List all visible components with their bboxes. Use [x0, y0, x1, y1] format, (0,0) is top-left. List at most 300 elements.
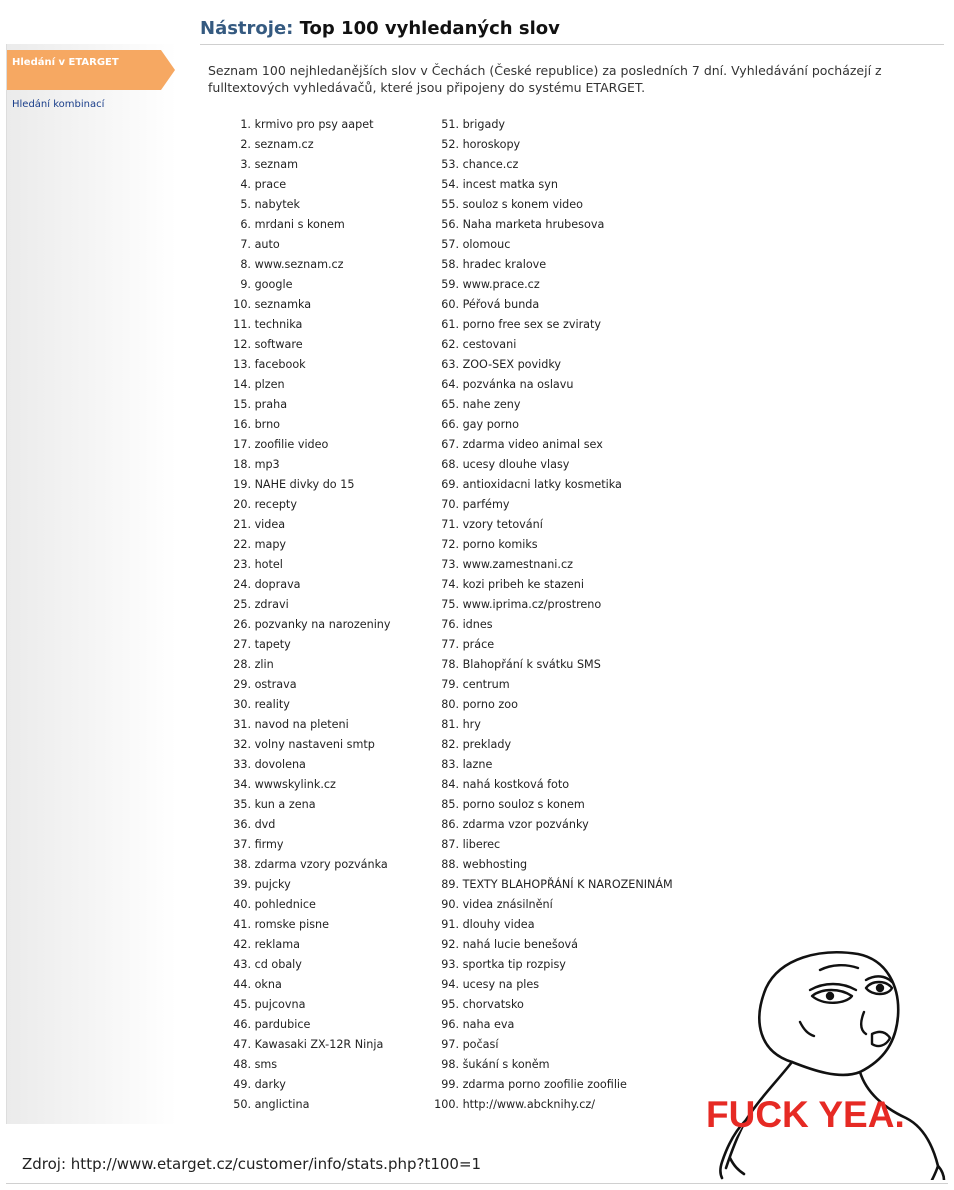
keyword-item [426, 595, 673, 615]
keyword-item [224, 635, 391, 655]
keyword-text: mp3 [254, 458, 280, 471]
keyword-rank: 38. [233, 858, 251, 871]
keyword-text: Kawasaki ZX-12R Ninja [254, 1038, 384, 1051]
keyword-text: lazne [462, 758, 493, 771]
keyword-item [224, 575, 391, 595]
keyword-item [224, 715, 391, 735]
keyword-text: tapety [254, 638, 291, 651]
keyword-rank: 89. [441, 878, 459, 891]
keyword-item [426, 955, 673, 975]
keyword-item [224, 555, 391, 575]
keyword-rank: 4. [240, 178, 251, 191]
keyword-item [224, 655, 391, 675]
keyword-rank: 29. [233, 678, 251, 691]
keyword-rank: 44. [233, 978, 251, 991]
keyword-text: TEXTY BLAHOPŘÁNÍ K NAROZENINÁM [462, 878, 673, 891]
keyword-rank: 1. [240, 118, 251, 131]
keyword-text: zdarma vzor pozvánky [462, 818, 589, 831]
keyword-rank: 65. [441, 398, 459, 411]
keyword-text: cd obaly [254, 958, 302, 971]
keyword-rank: 12. [233, 338, 251, 351]
keyword-item [426, 295, 673, 315]
keyword-item [224, 935, 391, 955]
keyword-item [426, 255, 673, 275]
keyword-item [224, 1035, 391, 1055]
keyword-rank: 2. [240, 138, 251, 151]
keyword-item [224, 335, 391, 355]
keyword-text: Péřová bunda [462, 298, 540, 311]
keyword-text: pozvanky na narozeniny [254, 618, 391, 631]
keyword-item [224, 135, 391, 155]
keyword-text: www.zamestnani.cz [462, 558, 573, 571]
keyword-rank: 82. [441, 738, 459, 751]
keyword-text: seznamka [254, 298, 312, 311]
keyword-item [426, 715, 673, 735]
keyword-item [426, 1095, 673, 1115]
keyword-rank: 52. [441, 138, 459, 151]
keyword-text: google [254, 278, 293, 291]
keyword-rank: 36. [233, 818, 251, 831]
keyword-text: doprava [254, 578, 301, 591]
keyword-text: horoskopy [462, 138, 521, 151]
keyword-rank: 47. [233, 1038, 251, 1051]
keyword-text: facebook [254, 358, 306, 371]
keyword-item [224, 595, 391, 615]
keyword-rank: 49. [233, 1078, 251, 1091]
keyword-rank: 23. [233, 558, 251, 571]
keyword-text: nahá kostková foto [462, 778, 570, 791]
keyword-text: olomouc [462, 238, 511, 251]
keyword-rank: 79. [441, 678, 459, 691]
keyword-rank: 5. [240, 198, 251, 211]
keyword-item [224, 115, 391, 135]
keyword-text: praha [254, 398, 288, 411]
intro-text: Seznam 100 nejhledanějších slov v Čechách (České republice) za posledních 7 dní. Vyhledávání pocházejí z fulltextových vyhledávačů, které jsou připojeny do systému ETARGET. [208, 63, 882, 95]
rage-face-drawing [700, 930, 954, 1180]
keyword-rank: 60. [441, 298, 459, 311]
bottom-divider [6, 1183, 948, 1184]
page-title-prefix: Nástroje: [200, 18, 294, 39]
keyword-text: ostrava [254, 678, 297, 691]
keyword-text: mrdani s konem [254, 218, 345, 231]
keyword-item [224, 775, 391, 795]
keyword-item [426, 315, 673, 335]
sidebar-item-hledani-kombinaci[interactable]: Hledání kombinací [12, 99, 105, 110]
keyword-rank: 20. [233, 498, 251, 511]
keyword-text: www.iprima.cz/prostreno [462, 598, 602, 611]
keyword-item [426, 1015, 673, 1035]
keyword-rank: 22. [233, 538, 251, 551]
keyword-text: nabytek [254, 198, 300, 211]
keyword-text: počasí [462, 1038, 499, 1051]
keyword-item [426, 855, 673, 875]
keyword-text: krmivo pro psy aapet [254, 118, 374, 131]
keyword-rank: 16. [233, 418, 251, 431]
keyword-item [426, 775, 673, 795]
keyword-item [426, 655, 673, 675]
keyword-rank: 6. [240, 218, 251, 231]
keyword-item [224, 455, 391, 475]
keyword-item [426, 395, 673, 415]
keyword-rank: 53. [441, 158, 459, 171]
keyword-item [224, 215, 391, 235]
keyword-rank: 92. [441, 938, 459, 951]
keyword-item [224, 615, 391, 635]
keyword-text: navod na pleteni [254, 718, 349, 731]
keyword-rank: 35. [233, 798, 251, 811]
keyword-rank: 34. [233, 778, 251, 791]
keyword-item [426, 175, 673, 195]
meme-image [700, 930, 954, 1180]
keyword-item [426, 895, 673, 915]
keyword-text: zdravi [254, 598, 289, 611]
keyword-text: vzory tetování [462, 518, 543, 531]
keyword-text: www.seznam.cz [254, 258, 344, 271]
keyword-item [426, 555, 673, 575]
keyword-item [426, 1055, 673, 1075]
keyword-text: chance.cz [462, 158, 519, 171]
keyword-rank: 84. [441, 778, 459, 791]
keyword-text: dovolena [254, 758, 306, 771]
keyword-rank: 50. [233, 1098, 251, 1111]
keyword-item [224, 855, 391, 875]
keyword-item [426, 375, 673, 395]
keyword-item [224, 695, 391, 715]
keyword-item [426, 275, 673, 295]
keyword-rank: 56. [441, 218, 459, 231]
keyword-rank: 13. [233, 358, 251, 371]
keyword-item [426, 235, 673, 255]
keyword-text: zdarma video animal sex [462, 438, 603, 451]
keyword-item [426, 195, 673, 215]
keyword-item [224, 255, 391, 275]
keyword-item [426, 115, 673, 135]
keyword-text: anglictina [254, 1098, 310, 1111]
keyword-rank: 51. [441, 118, 459, 131]
keyword-text: Naha marketa hrubesova [462, 218, 605, 231]
keyword-item [224, 915, 391, 935]
keyword-text: porno komiks [462, 538, 538, 551]
page-title-text: Top 100 vyhledaných slov [299, 18, 560, 39]
keyword-text: pohlednice [254, 898, 316, 911]
keyword-item [426, 515, 673, 535]
keyword-text: zoofilie video [254, 438, 329, 451]
keyword-item [224, 975, 391, 995]
keyword-item [224, 535, 391, 555]
keyword-item [224, 315, 391, 335]
keyword-rank: 19. [233, 478, 251, 491]
keyword-text: NAHE divky do 15 [254, 478, 355, 491]
keyword-rank: 27. [233, 638, 251, 651]
keyword-rank: 48. [233, 1058, 251, 1071]
keyword-rank: 28. [233, 658, 251, 671]
keyword-rank: 39. [233, 878, 251, 891]
keyword-rank: 59. [441, 278, 459, 291]
keyword-rank: 41. [233, 918, 251, 931]
keyword-text: hradec kralove [462, 258, 547, 271]
keyword-item [224, 515, 391, 535]
keyword-rank: 90. [441, 898, 459, 911]
keyword-item [224, 995, 391, 1015]
keyword-text: reality [254, 698, 290, 711]
keyword-rank: 18. [233, 458, 251, 471]
keyword-item [224, 1095, 391, 1115]
keyword-item [426, 155, 673, 175]
keyword-rank: 95. [441, 998, 459, 1011]
keyword-text: mapy [254, 538, 287, 551]
keyword-rank: 54. [441, 178, 459, 191]
keyword-item [426, 995, 673, 1015]
keyword-rank: 70. [441, 498, 459, 511]
keyword-item [426, 575, 673, 595]
keyword-item [224, 955, 391, 975]
keyword-text: kozi pribeh ke stazeni [462, 578, 585, 591]
keyword-item [224, 735, 391, 755]
keyword-text: firmy [254, 838, 284, 851]
keyword-text: technika [254, 318, 303, 331]
keyword-rank: 77. [441, 638, 459, 651]
keyword-text: práce [462, 638, 495, 651]
keyword-text: pujcky [254, 878, 291, 891]
keyword-text: ucesy dlouhe vlasy [462, 458, 570, 471]
keyword-rank: 32. [233, 738, 251, 751]
keyword-text: porno souloz s konem [462, 798, 585, 811]
keyword-item [426, 1035, 673, 1055]
keyword-text: software [254, 338, 303, 351]
keyword-rank: 71. [441, 518, 459, 531]
keyword-item [224, 415, 391, 435]
keyword-text: brigady [462, 118, 506, 131]
keyword-rank: 21. [233, 518, 251, 531]
keyword-text: webhosting [462, 858, 528, 871]
keyword-item [224, 195, 391, 215]
keyword-text: gay porno [462, 418, 519, 431]
sidebar-item-hledani-v-etarget[interactable] [7, 50, 161, 90]
keyword-text: hry [462, 718, 481, 731]
keyword-rank: 83. [441, 758, 459, 771]
keyword-rank: 30. [233, 698, 251, 711]
sidebar-item-label: Hledání v ETARGET [12, 57, 119, 68]
keyword-rank: 98. [441, 1058, 459, 1071]
keyword-text: seznam [254, 158, 298, 171]
keyword-item [426, 415, 673, 435]
keyword-text: parfémy [462, 498, 510, 511]
meme-caption: FUCK YEA. [706, 1094, 905, 1135]
keyword-text: pozvánka na oslavu [462, 378, 574, 391]
keyword-text: dvd [254, 818, 276, 831]
keyword-text: seznam.cz [254, 138, 314, 151]
keyword-text: prace [254, 178, 287, 191]
keyword-item [224, 435, 391, 455]
keyword-item [426, 135, 673, 155]
keyword-rank: 87. [441, 838, 459, 851]
keyword-rank: 33. [233, 758, 251, 771]
keyword-text: zlin [254, 658, 274, 671]
keyword-text: sportka tip rozpisy [462, 958, 566, 971]
keyword-rank: 37. [233, 838, 251, 851]
keyword-rank: 14. [233, 378, 251, 391]
keyword-rank: 97. [441, 1038, 459, 1051]
keyword-rank: 85. [441, 798, 459, 811]
keyword-rank: 93. [441, 958, 459, 971]
keyword-text: nahá lucie benešová [462, 938, 579, 951]
keyword-rank: 42. [233, 938, 251, 951]
keyword-text: porno free sex se zviraty [462, 318, 602, 331]
keyword-item [426, 735, 673, 755]
keyword-text: okna [254, 978, 282, 991]
keyword-rank: 31. [233, 718, 251, 731]
keyword-text: reklama [254, 938, 300, 951]
keyword-rank: 46. [233, 1018, 251, 1031]
keyword-rank: 43. [233, 958, 251, 971]
keyword-item [224, 755, 391, 775]
keyword-text: dlouhy videa [462, 918, 535, 931]
keyword-item [426, 355, 673, 375]
keyword-text: zdarma porno zoofilie zoofilie [462, 1078, 627, 1091]
keyword-item [224, 375, 391, 395]
keyword-rank: 99. [441, 1078, 459, 1091]
title-divider [200, 44, 944, 45]
keyword-text: plzen [254, 378, 285, 391]
keyword-text: nahe zeny [462, 398, 521, 411]
keyword-item [426, 835, 673, 855]
keyword-item [224, 355, 391, 375]
keyword-item [426, 535, 673, 555]
keyword-rank: 66. [441, 418, 459, 431]
keyword-item [426, 675, 673, 695]
keyword-item [224, 875, 391, 895]
keyword-item [426, 795, 673, 815]
keyword-text: pardubice [254, 1018, 311, 1031]
keyword-text: chorvatsko [462, 998, 524, 1011]
keyword-item [426, 915, 673, 935]
keyword-item [224, 175, 391, 195]
keyword-text: porno zoo [462, 698, 518, 711]
keyword-item [426, 815, 673, 835]
keyword-text: pujcovna [254, 998, 306, 1011]
keyword-text: auto [254, 238, 280, 251]
keyword-item [224, 495, 391, 515]
keyword-rank: 91. [441, 918, 459, 931]
keyword-list-51-100 [426, 115, 673, 1115]
keyword-item [224, 815, 391, 835]
keyword-text: naha eva [462, 1018, 515, 1031]
keyword-rank: 9. [240, 278, 251, 291]
keyword-list-1-50 [224, 115, 391, 1115]
keyword-rank: 67. [441, 438, 459, 451]
keyword-item [224, 895, 391, 915]
keyword-rank: 55. [441, 198, 459, 211]
keyword-text: darky [254, 1078, 286, 1091]
keyword-rank: 73. [441, 558, 459, 571]
keyword-text: www.prace.cz [462, 278, 540, 291]
keyword-text: volny nastaveni smtp [254, 738, 375, 751]
keyword-rank: 94. [441, 978, 459, 991]
keyword-rank: 63. [441, 358, 459, 371]
keyword-item [426, 875, 673, 895]
keyword-rank: 88. [441, 858, 459, 871]
source-caption: Zdroj: http://www.etarget.cz/customer/info/stats.php?t100=1 [22, 1155, 482, 1173]
keyword-text: hotel [254, 558, 283, 571]
keyword-rank: 86. [441, 818, 459, 831]
keyword-text: videa [254, 518, 286, 531]
keyword-item [426, 1075, 673, 1095]
keyword-item [224, 1075, 391, 1095]
keyword-rank: 100. [434, 1098, 459, 1111]
keyword-item [426, 495, 673, 515]
keyword-item [224, 675, 391, 695]
keyword-rank: 26. [233, 618, 251, 631]
keyword-text: ZOO-SEX povidky [462, 358, 562, 371]
keyword-text: idnes [462, 618, 493, 631]
keyword-item [426, 435, 673, 455]
keyword-text: videa znásilnění [462, 898, 553, 911]
keyword-rank: 61. [441, 318, 459, 331]
keyword-text: romske pisne [254, 918, 330, 931]
keyword-item [426, 475, 673, 495]
keyword-rank: 40. [233, 898, 251, 911]
keyword-rank: 17. [233, 438, 251, 451]
keyword-rank: 62. [441, 338, 459, 351]
keyword-rank: 11. [233, 318, 251, 331]
keyword-item [224, 475, 391, 495]
keyword-item [426, 215, 673, 235]
keyword-item [224, 235, 391, 255]
keyword-rank: 72. [441, 538, 459, 551]
keyword-rank: 45. [233, 998, 251, 1011]
keyword-rank: 15. [233, 398, 251, 411]
keyword-text: cestovani [462, 338, 517, 351]
keyword-rank: 24. [233, 578, 251, 591]
keyword-item [224, 835, 391, 855]
keyword-item [426, 455, 673, 475]
keyword-rank: 58. [441, 258, 459, 271]
keyword-item [426, 975, 673, 995]
page-title [200, 18, 560, 39]
keyword-text: recepty [254, 498, 297, 511]
keyword-text: liberec [462, 838, 501, 851]
keyword-item [224, 275, 391, 295]
keyword-item [224, 1015, 391, 1035]
keyword-rank: 75. [441, 598, 459, 611]
keyword-item [426, 615, 673, 635]
keyword-rank: 68. [441, 458, 459, 471]
keyword-rank: 8. [240, 258, 251, 271]
keyword-text: souloz s konem video [462, 198, 584, 211]
keyword-item [224, 395, 391, 415]
keyword-rank: 25. [233, 598, 251, 611]
keyword-rank: 81. [441, 718, 459, 731]
keyword-rank: 10. [233, 298, 251, 311]
keyword-rank: 96. [441, 1018, 459, 1031]
keyword-text: Blahopřání k svátku SMS [462, 658, 601, 671]
keyword-item [224, 795, 391, 815]
keyword-item [224, 1055, 391, 1075]
keyword-text: incest matka syn [462, 178, 558, 191]
keyword-rank: 57. [441, 238, 459, 251]
keyword-text: preklady [462, 738, 512, 751]
keyword-text: kun a zena [254, 798, 316, 811]
keyword-item [426, 755, 673, 775]
keyword-rank: 7. [240, 238, 251, 251]
keyword-rank: 3. [240, 158, 251, 171]
keyword-text: http://www.abcknihy.cz/ [462, 1098, 596, 1111]
keyword-text: sms [254, 1058, 278, 1071]
keyword-item [426, 935, 673, 955]
keyword-rank: 78. [441, 658, 459, 671]
keyword-rank: 80. [441, 698, 459, 711]
keyword-text: brno [254, 418, 281, 431]
